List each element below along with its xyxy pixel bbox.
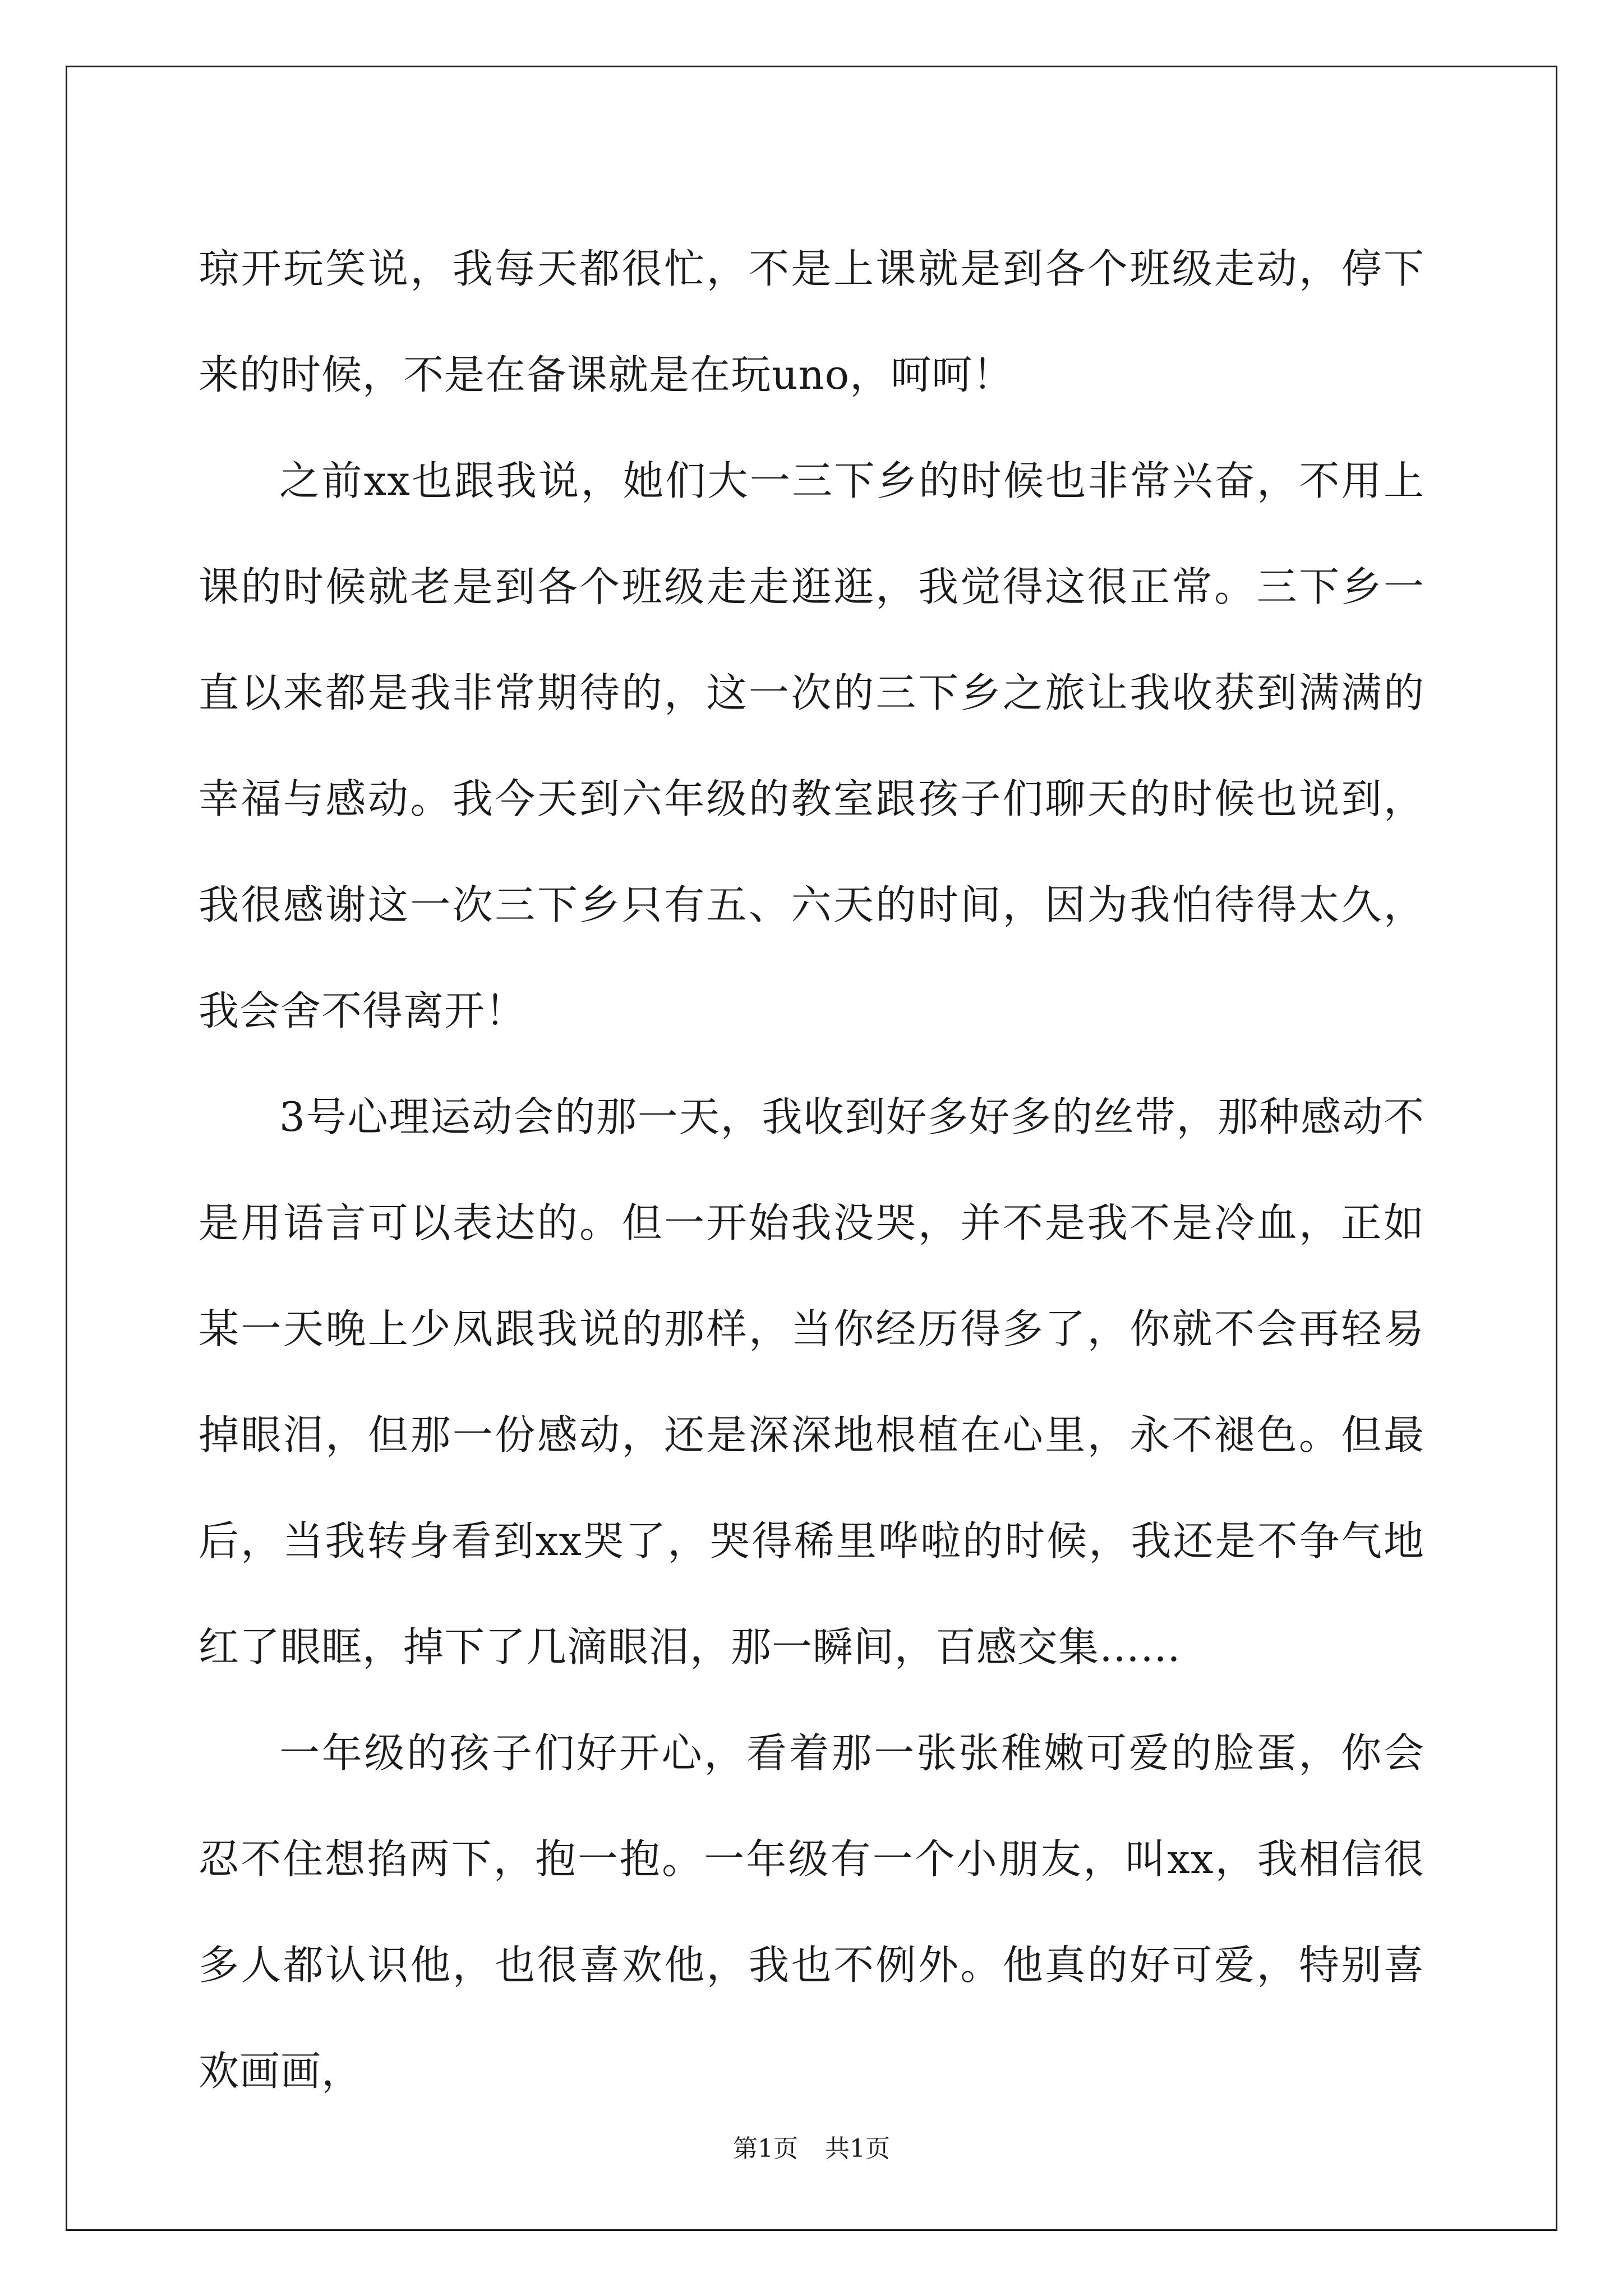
paragraph-3: 3号心理运动会的那一天，我收到好多好多的丝带，那种感动不是用语言可以表达的。但一开始我没哭，并不是我不是冷血，正如某一天晚上少凤跟我说的那样，当你经历得多了，你就不会再轻易掉眼泪，但那一份感动，还是深深地根植在心里，永不褪色。但最后，当我转身看到xx哭了，哭得稀里哗啦的时候，我还是不争气地红了眼眶，掉下了几滴眼泪，那一瞬间，百感交集…… bbox=[199, 1093, 1424, 1671]
paragraph-2: 之前xx也跟我说，她们大一三下乡的时候也非常兴奋，不用上课的时候就老是到各个班级走走逛逛，我觉得这很正常。三下乡一直以来都是我非常期待的，这一次的三下乡之旅让我收获到满满的幸福与感动。我今天到六年级的教室跟孩子们聊天的时候也说到，我很感谢这一次三下乡只有五、六天的时间，因为我怕待得太久，我会舍不得离开！ bbox=[199, 457, 1424, 1034]
document-body bbox=[199, 216, 1424, 2124]
page-footer bbox=[0, 2132, 1623, 2166]
page-total: 共1页 bbox=[825, 2134, 890, 2163]
paragraph-1: 琼开玩笑说，我每天都很忙，不是上课就是到各个班级走动，停下来的时候，不是在备课就是在玩uno，呵呵！ bbox=[199, 245, 1424, 398]
page-number: 第1页 bbox=[733, 2134, 798, 2163]
paragraph-4: 一年级的孩子们好开心，看着那一张张稚嫩可爱的脸蛋，你会忍不住想掐两下，抱一抱。一年级有一个小朋友，叫xx，我相信很多人都认识他，也很喜欢他，我也不例外。他真的好可爱，特别喜欢画画， bbox=[199, 1729, 1424, 2095]
